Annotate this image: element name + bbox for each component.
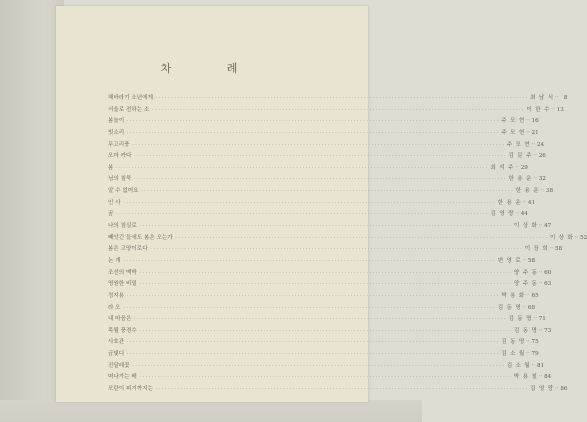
- dot-leader-short: ··: [540, 188, 545, 195]
- toc-entry-author: 한 용 운: [515, 188, 540, 195]
- dot-leader: ························································································································: [133, 177, 507, 183]
- toc-entry-title: 인 사: [108, 199, 121, 206]
- toc-entry-page: 79: [531, 351, 539, 358]
- toc-entry: [108, 151, 546, 163]
- toc-entry-page: 32: [538, 176, 546, 183]
- toc-entry-page: 84: [544, 374, 552, 381]
- toc-entry-page: 29: [520, 164, 528, 171]
- toc-entry: [108, 244, 563, 256]
- dot-leader-short: ··: [538, 223, 543, 230]
- toc-entry-page: 16: [531, 118, 539, 125]
- toc-entry: [108, 337, 539, 349]
- toc-entry-page: 21: [531, 129, 539, 136]
- toc-entry-page: 24: [536, 141, 545, 148]
- toc-entry-page: 86: [560, 386, 568, 393]
- toc-entry-title: 꿈: [108, 211, 114, 218]
- toc-entry-page: 68: [527, 304, 536, 311]
- toc-entry-author: 이 상 화: [549, 234, 574, 241]
- dot-leader: ························································································································: [126, 293, 500, 299]
- toc-entry-title: 목월 풍경수: [108, 327, 137, 334]
- toc-entry-title: 영원한 비밀: [108, 281, 137, 288]
- toc-entry-author: 양 주 동: [513, 281, 538, 288]
- dot-leader-short: ··: [533, 176, 537, 183]
- toc-entry-page: 75: [531, 339, 539, 346]
- toc-entry: [108, 314, 546, 326]
- toc-entry-title: 알 수 없어요: [108, 188, 139, 195]
- toc-entry-author: 주 모 현: [506, 141, 531, 148]
- dot-leader: ························································································································: [126, 130, 500, 136]
- toc-entry-page: 81: [536, 362, 545, 369]
- toc-entry-title: 오마 카다: [108, 153, 132, 160]
- dot-leader-short: ··: [554, 95, 559, 101]
- toc-entry: [108, 384, 568, 396]
- toc-entry-title: 봄놀이: [108, 118, 125, 125]
- toc-entry-title: 나의 침실로: [108, 223, 137, 230]
- toc-entry-title: 내 마음은: [108, 316, 132, 323]
- table-of-contents: [108, 93, 587, 396]
- toc-entry-page: 38: [545, 188, 554, 195]
- toc-entry-title: 해바라기 소년에게: [108, 95, 154, 101]
- dot-leader: ························································································································: [138, 224, 512, 230]
- toc-entry: [108, 303, 536, 315]
- toc-entry-page: 63: [544, 281, 552, 288]
- dot-leader-short: ··: [549, 246, 554, 253]
- toc-entry-author: 김 소 월: [506, 362, 531, 369]
- dot-leader-short: ··: [538, 374, 543, 381]
- dot-leader-short: ··: [526, 339, 530, 346]
- dot-leader: ························································································································: [140, 189, 514, 195]
- dot-leader: ························································································································: [126, 352, 500, 358]
- dot-leader: ························································································································: [126, 119, 500, 125]
- toc-entry-page: 41: [527, 199, 536, 206]
- toc-entry-page: 8: [563, 95, 568, 101]
- toc-entry-author: 김 동 명: [508, 316, 533, 323]
- toc-entry-title: 님의 침묵: [108, 176, 132, 183]
- toc-entry-author: 김 영 랑: [530, 386, 554, 393]
- toc-entry-title: 빗소리: [108, 129, 125, 136]
- toc-entry-author: 이 장 희: [524, 246, 549, 253]
- toc-entry-author: 김 영 랑: [490, 211, 515, 218]
- toc-entry-author: 주 모 현: [501, 118, 526, 125]
- toc-entry: [108, 128, 539, 140]
- toc-entry-author: 한 용 운: [508, 176, 533, 183]
- toc-entry: [108, 291, 539, 303]
- toc-entry-author: 김 소 월: [501, 351, 526, 358]
- background-edge: [0, 400, 422, 422]
- dot-leader-short: ··: [526, 118, 530, 125]
- toc-entry-author: 김 문 주: [508, 153, 533, 160]
- dot-leader-short: ··: [526, 129, 530, 136]
- toc-entry: [108, 233, 587, 245]
- toc-entry-author: 한 용 운: [497, 199, 522, 206]
- dot-leader: ························································································································: [138, 328, 512, 334]
- toc-entry-page: 65: [531, 292, 539, 299]
- toc-entry-page: 58: [554, 246, 563, 253]
- toc-entry-title: 금빛디: [108, 351, 125, 358]
- toc-entry-page: 58: [527, 257, 536, 264]
- toc-entry: [108, 198, 536, 210]
- toc-entry-page: 71: [538, 316, 546, 323]
- toc-entry: [108, 174, 546, 186]
- toc-entry: [108, 186, 554, 198]
- dot-leader: ························································································································: [133, 317, 507, 323]
- toc-entry-author: 김 동 명: [501, 339, 526, 346]
- toc-entry: [108, 326, 552, 338]
- dot-leader: ························································································································: [115, 212, 489, 218]
- toc-entry-title: 봄은 고양이로다: [108, 246, 148, 253]
- toc-entry-author: 김 동 명: [497, 304, 522, 311]
- toc-entry-page: 26: [538, 153, 546, 160]
- dot-leader-short: ··: [538, 281, 543, 288]
- dot-leader-short: ··: [533, 316, 537, 323]
- toc-entry-title: 떠나가는 배: [108, 374, 137, 381]
- dot-leader-short: ··: [574, 234, 579, 241]
- toc-entry: [108, 209, 528, 221]
- toc-entry-title: 봄: [108, 164, 114, 171]
- dot-leader-short: ··: [538, 269, 543, 276]
- dot-leader: ························································································································: [122, 200, 496, 206]
- toc-entry-title: 정지용: [108, 292, 125, 299]
- toc-entry: [108, 279, 552, 291]
- toc-entry-author: 주 모 현: [501, 129, 526, 136]
- toc-entry-title: 무고리풍: [108, 141, 130, 148]
- toc-entry-title: 조선의 맥박: [108, 269, 137, 276]
- toc-entry-page: 60: [544, 269, 552, 276]
- dot-leader: ························································································································: [155, 96, 529, 101]
- toc-entry-author: 박 용 철: [513, 374, 538, 381]
- dot-leader: ························································································································: [126, 340, 500, 346]
- toc-entry: [108, 268, 552, 280]
- dot-leader: ························································································································: [149, 247, 523, 253]
- toc-entry: [108, 221, 552, 233]
- toc-entry: [108, 372, 552, 384]
- dot-leader: ························································································································: [138, 375, 512, 381]
- toc-entry: [108, 163, 528, 175]
- toc-entry-title: 라 오: [108, 304, 121, 311]
- dot-leader: ························································································································: [131, 363, 505, 369]
- dot-leader-short: ··: [531, 362, 536, 369]
- dot-leader: ························································································································: [155, 387, 529, 393]
- toc-entry-title: 빼앗긴 들에도 봄은 오는가: [108, 234, 173, 241]
- toc-entry-page: 47: [544, 223, 552, 230]
- toc-entry: [108, 93, 568, 105]
- dot-leader-short: ··: [515, 164, 519, 171]
- dot-leader: ························································································································: [115, 165, 489, 171]
- book-page: [56, 6, 587, 402]
- toc-entry-author: 박 용 화: [501, 292, 526, 299]
- dot-leader: ························································································································: [174, 235, 548, 241]
- toc-entry-page: 73: [544, 327, 552, 334]
- dot-leader-short: ··: [533, 153, 537, 160]
- dot-leader-short: ··: [554, 386, 559, 393]
- dot-leader-short: ··: [526, 292, 530, 299]
- toc-entry-page: 52: [580, 234, 587, 241]
- dot-leader: ························································································································: [122, 305, 496, 311]
- toc-entry-author: 이 상 화: [513, 223, 538, 230]
- toc-entry: [108, 116, 539, 128]
- dot-leader-short: ··: [515, 211, 519, 218]
- toc-entry-page: 44: [520, 211, 528, 218]
- toc-entry-title: 진달래꽃: [108, 362, 130, 369]
- toc-entry-title: 모란이 피기까지는: [108, 386, 154, 393]
- page-title: 차 례: [160, 62, 264, 75]
- background-surface: [0, 0, 64, 422]
- dot-leader-short: ··: [522, 304, 527, 311]
- toc-entry-author: 김 동 명: [513, 327, 538, 334]
- dot-leader: ························································································································: [151, 107, 525, 113]
- toc-entry-author: 변 영 로: [497, 257, 522, 264]
- toc-entry: [108, 105, 564, 117]
- dot-leader: ························································································································: [138, 282, 512, 288]
- toc-entry-author: 최 석 주: [490, 164, 515, 171]
- toc-entry: [108, 256, 536, 268]
- dot-leader: ························································································································: [122, 258, 496, 264]
- toc-entry-author: 양 주 동: [513, 269, 538, 276]
- toc-entry-title: 서울로 전하는 소: [108, 106, 150, 113]
- dot-leader-short: ··: [538, 327, 543, 334]
- dot-leader-short: ··: [531, 141, 536, 148]
- toc-entry: [108, 140, 545, 152]
- toc-entry-page: 13: [556, 106, 564, 113]
- dot-leader: ························································································································: [133, 154, 507, 160]
- dot-leader-short: ··: [522, 199, 527, 206]
- toc-entry-title: 논 개: [108, 257, 121, 264]
- dot-leader-short: ··: [522, 257, 527, 264]
- toc-entry-title: 사호관: [108, 339, 125, 346]
- toc-entry-author: 이 한 수: [526, 106, 551, 113]
- dot-leader-short: ··: [551, 106, 555, 113]
- dot-leader-short: ··: [526, 351, 530, 358]
- toc-entry: [108, 349, 539, 361]
- toc-entry-author: 최 남 식: [530, 95, 554, 101]
- toc-entry: [108, 361, 545, 373]
- dot-leader: ························································································································: [138, 270, 512, 276]
- dot-leader: ························································································································: [131, 142, 505, 148]
